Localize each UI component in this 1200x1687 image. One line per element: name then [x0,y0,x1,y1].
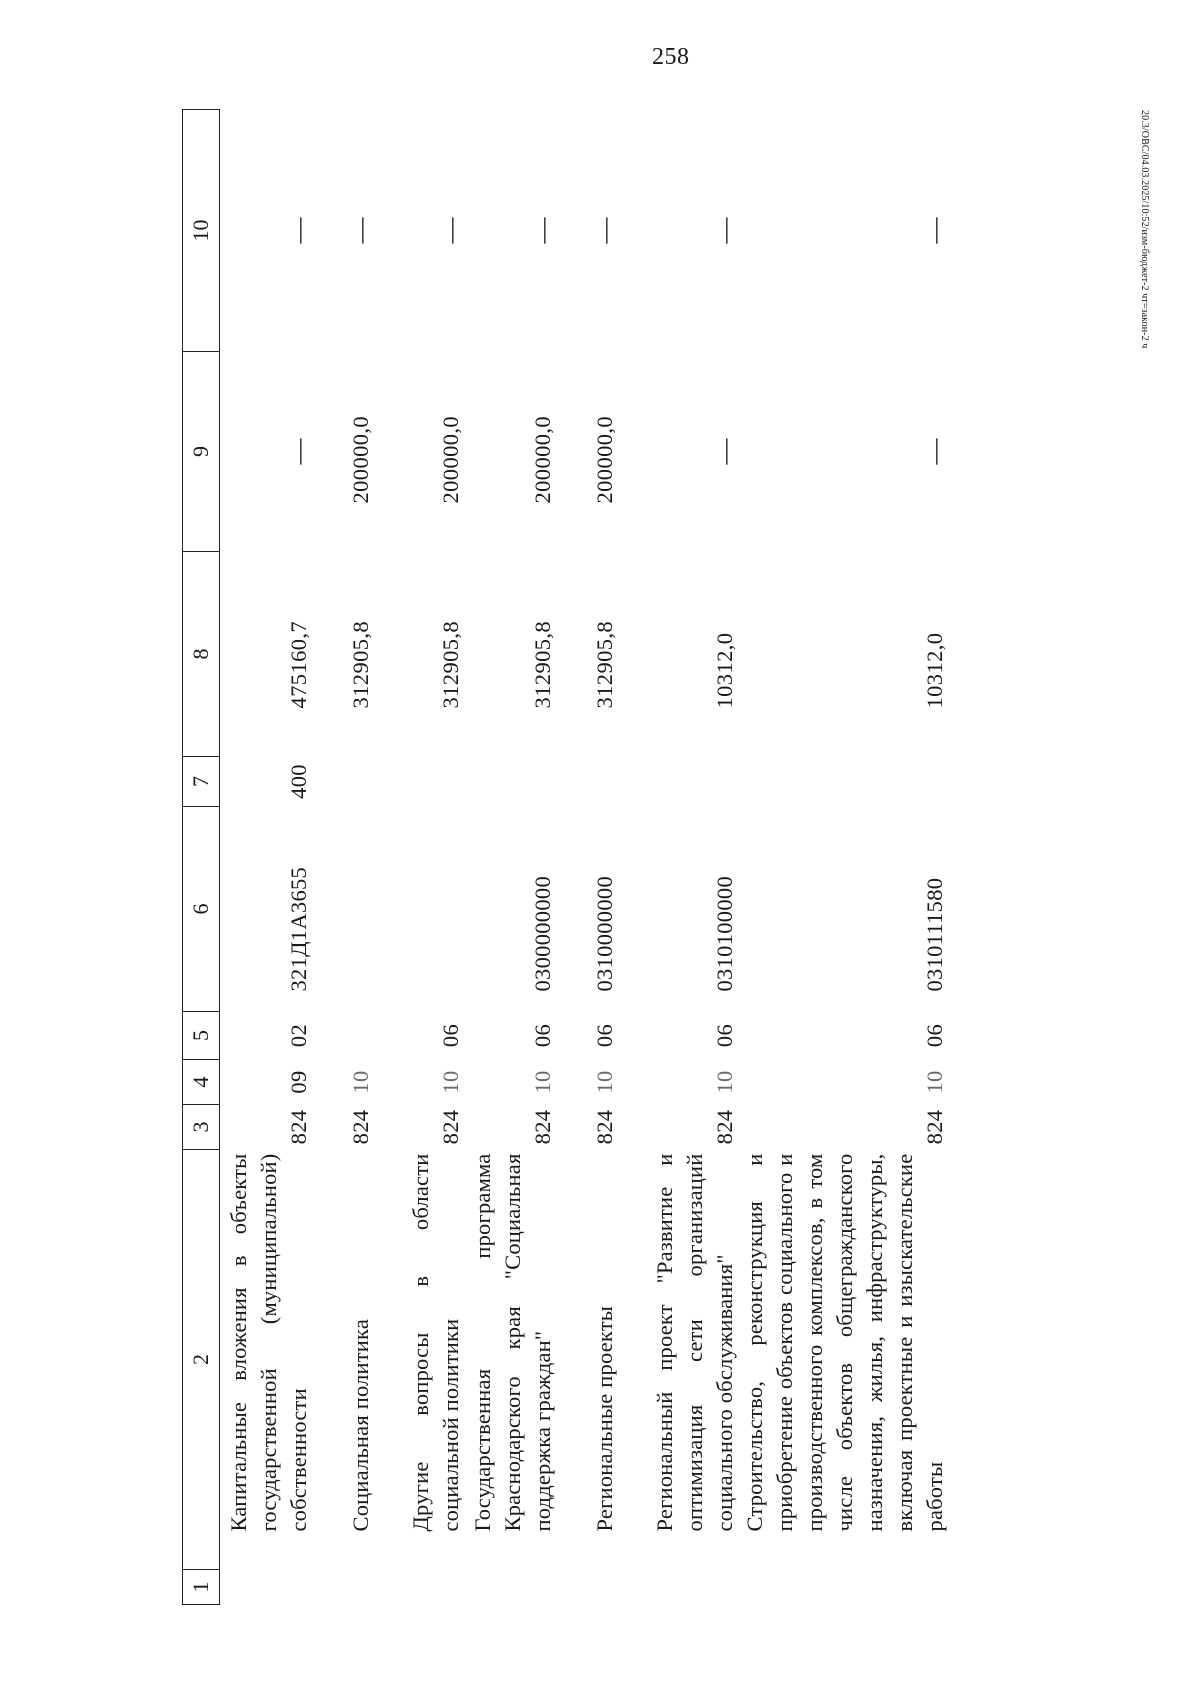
cell-code-6 [376,807,466,1012]
row-description: Строительство, реконструкция и приобретение объектов социального и производственного комплексов, в том числе объектов общегражданского назначения, жилья, инфраструктуры, включая проектные и изыскательские работы [742,1153,947,1532]
table-row [314,110,376,1605]
cell-code-7 [376,757,466,807]
cell-code-6 [314,807,376,1012]
cell-amount-8: 10312,0 [922,632,947,709]
cell-amount-10: — [436,217,465,244]
cell-code-3: 824 [348,1109,373,1145]
cell-code-4: 10 [922,1070,947,1094]
row-number-cell [620,1570,740,1605]
cell-amount-10: — [920,217,949,244]
row-description: Региональный проект "Развитие и оптимизация сети организаций социального обслуживания" [652,1153,737,1532]
cell-code-6: 0310100000 [712,876,737,992]
cell-code-4: 10 [592,1070,617,1094]
cell-code-7: 400 [286,764,311,799]
row-number-cell [466,1570,558,1605]
cell-code-5: 06 [592,1023,617,1048]
cell-code-4: 10 [348,1070,373,1094]
table-row [466,110,558,1605]
document-footer-code: 20.3/ОВС/04.03.2025/10:52/изм-бюджет-2 чт=закон-2 ч [1139,110,1150,349]
header-cell-col-9: 9 [183,352,220,552]
table-row [558,110,620,1605]
table-row [220,110,315,1605]
header-cell-col-2: 2 [183,1150,220,1570]
cell-amount-9: — [284,438,313,465]
cell-code-3: 824 [922,1109,947,1145]
cell-code-4: 10 [712,1070,737,1094]
row-description: Другие вопросы в области социальной политики [408,1153,463,1532]
cell-code-5: 06 [922,1023,947,1048]
cell-amount-8: 312905,8 [530,620,555,709]
cell-code-7 [314,757,376,807]
header-cell-col-6: 6 [183,807,220,1012]
row-number-cell [314,1570,376,1605]
header-row [183,110,220,1605]
cell-amount-10: — [284,217,313,244]
header-cell-col-3: 3 [183,1105,220,1150]
cell-code-7 [466,757,558,807]
cell-code-7 [740,757,950,807]
cell-amount-8: 312905,8 [348,620,373,709]
cell-code-4: 09 [286,1070,311,1094]
cell-amount-10: — [590,217,619,244]
cell-amount-9: — [710,438,739,465]
cell-code-4: 10 [530,1070,555,1094]
cell-code-5: 02 [286,1023,311,1048]
row-description: Капитальные вложения в объекты государственной (муниципальной) собственности [226,1153,311,1532]
table-row [740,110,950,1605]
cell-code-3: 824 [530,1109,555,1145]
cell-code-3: 824 [712,1109,737,1145]
cell-amount-10: — [346,217,375,244]
row-number-cell [376,1570,466,1605]
cell-code-3: 824 [438,1109,463,1145]
row-description: Государственная программа Краснодарского края "Социальная поддержка граждан" [470,1153,555,1532]
cell-amount-9: 200000,0 [592,415,617,504]
row-number-cell [740,1570,950,1605]
cell-amount-8: 10312,0 [712,632,737,709]
cell-code-6: 0310111580 [922,877,947,992]
table-row [620,110,740,1605]
row-description: Региональные проекты [592,1305,617,1532]
cell-code-3: 824 [286,1109,311,1145]
cell-code-4: 10 [438,1070,463,1094]
header-cell-col-8: 8 [183,552,220,757]
cell-code-5 [314,1012,376,1060]
header-cell-col-10: 10 [183,110,220,352]
cell-amount-10: — [528,217,557,244]
cell-code-3: 824 [592,1109,617,1145]
cell-amount-10: — [710,217,739,244]
cell-amount-9: — [920,438,949,465]
cell-amount-8: 312905,8 [438,620,463,709]
cell-amount-8: 475160,7 [286,620,311,709]
cell-code-5: 06 [712,1023,737,1048]
cell-code-5: 06 [438,1023,463,1048]
table-row [376,110,466,1605]
cell-amount-9: 200000,0 [348,415,373,504]
header-cell-col-5: 5 [183,1012,220,1060]
budget-table [182,109,950,1605]
cell-amount-9: 200000,0 [438,415,463,504]
cell-code-6: 0310000000 [592,876,617,992]
cell-amount-8: 312905,8 [592,620,617,709]
header-cell-col-1: 1 [183,1570,220,1605]
row-number-cell [220,1570,315,1605]
header-cell-col-4: 4 [183,1060,220,1105]
rotated-table-container [182,110,992,1605]
cell-code-7 [620,757,740,807]
cell-code-6: 321Д1А3655 [286,866,311,992]
cell-code-7 [558,757,620,807]
table-body [220,110,951,1605]
table-header [183,110,220,1605]
header-cell-col-7: 7 [183,757,220,807]
page-number: 258 [652,44,690,70]
cell-code-6: 0300000000 [530,876,555,992]
cell-code-5: 06 [530,1023,555,1048]
row-number-cell [558,1570,620,1605]
cell-amount-9: 200000,0 [530,415,555,504]
row-description: Социальная политика [348,1318,373,1532]
